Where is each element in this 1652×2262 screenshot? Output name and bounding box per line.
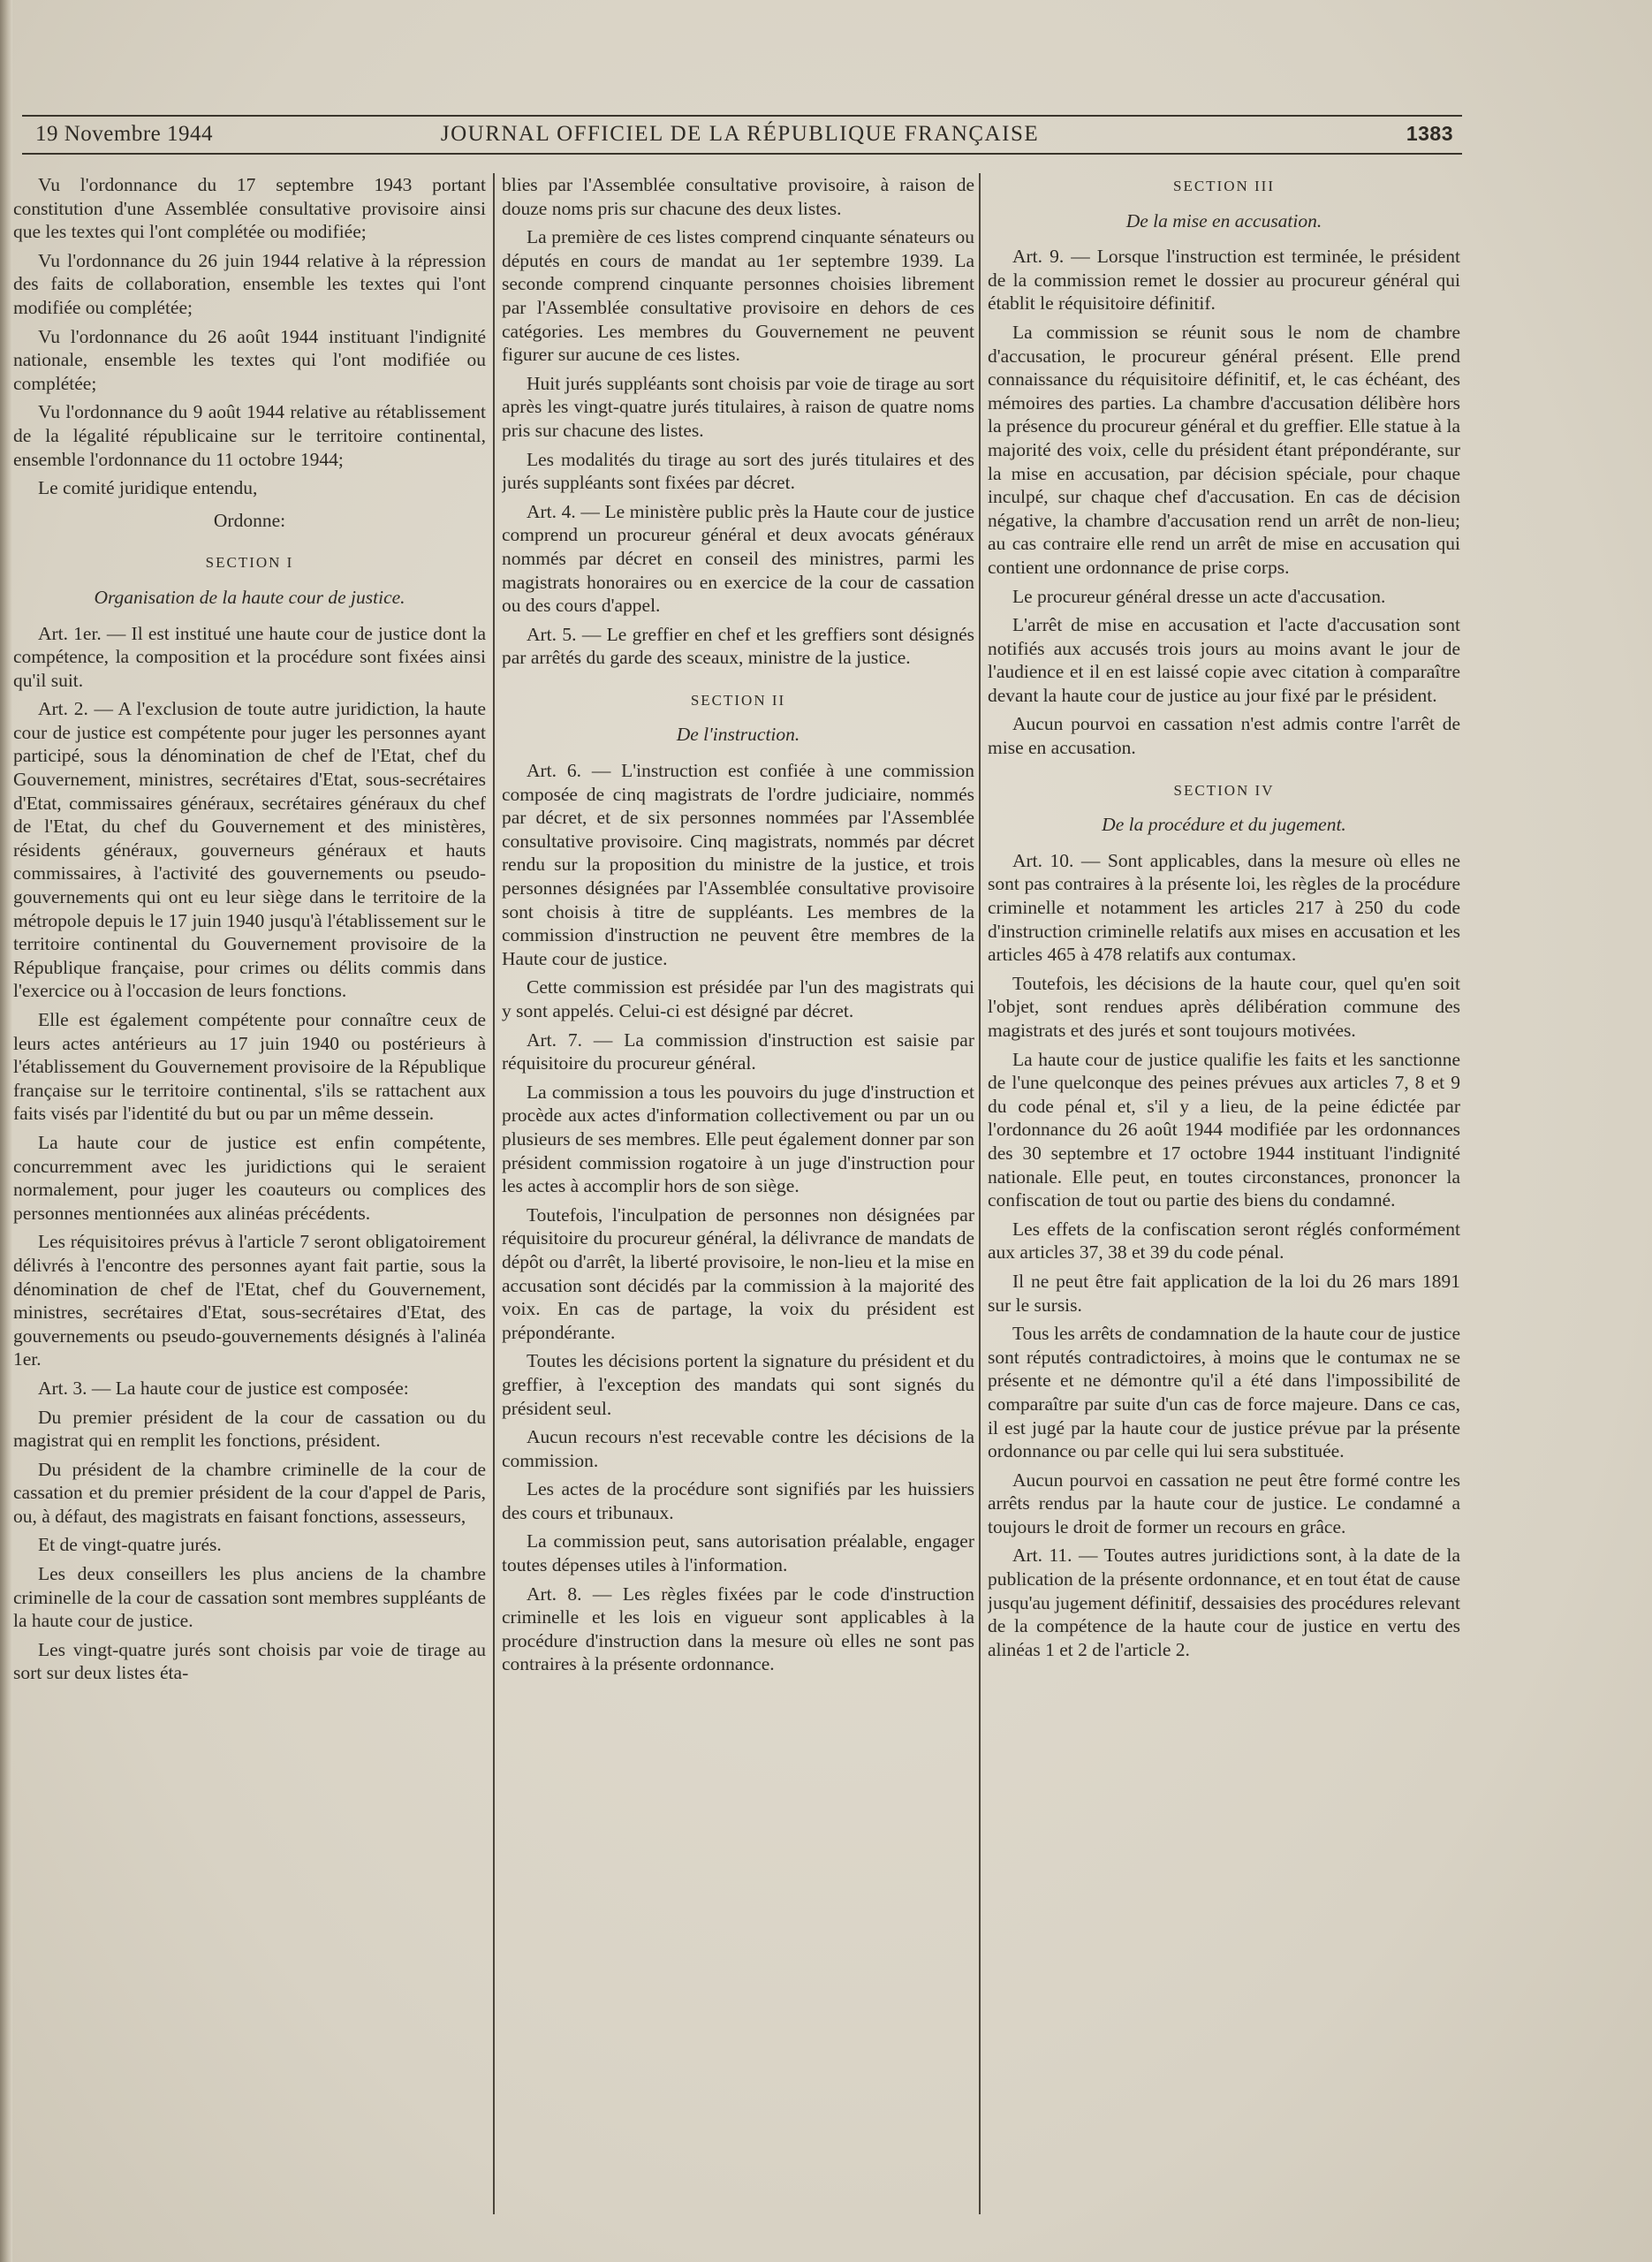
article-8: Art. 8. — Les règles fixées par le code d'instruction criminelle et les lois en vigueur sont applicables à la procédure d'instruction dans la mesure où elles ne sont pas contraires à la présente ordonnance. — [502, 1583, 974, 1675]
article-5: Art. 5. — Le greffier en chef et les greffiers sont désignés par arrêtés du garde des sceaux, ministre de la justice. — [502, 623, 974, 669]
paragraph: Les effets de la confiscation seront réglés conformément aux articles 37, 38 et 39 du code pénal. — [988, 1218, 1460, 1264]
journal-title: JOURNAL OFFICIEL DE LA RÉPUBLIQUE FRANÇAISE — [440, 122, 1040, 146]
paragraph: L'arrêt de mise en accusation et l'acte d'accusation sont notifiés aux accusés trois jours au moins avant le jour de l'audience et il en est laissé copie avec citation à comparaître devant la haute cour de justice au jour fixé par le président. — [988, 614, 1460, 706]
article-3: Art. 3. — La haute cour de justice est composée: — [38, 1377, 409, 1399]
section-title: De la mise en accusation. — [1125, 209, 1322, 232]
ordonne-heading: Ordonne: — [213, 509, 286, 531]
paragraph: Vu l'ordonnance du 26 août 1944 instituant l'indignité nationale, ensemble les textes qui l'ont modifiée ou complétée; — [13, 325, 486, 394]
paragraph: Toutes les décisions portent la signature du président et du greffier, à l'exception des mandats qui sont signés du président seul. — [502, 1350, 974, 1419]
section-heading: SECTION II — [690, 691, 786, 709]
column-3 — [988, 173, 1460, 2232]
article-7: Art. 7. — La commission d'instruction est saisie par réquisitoire du procureur général. — [502, 1029, 974, 1074]
section-heading: SECTION III — [1172, 178, 1275, 194]
article-6: Art. 6. — L'instruction est confiée à une commission composée de cinq magistrats de l'ordre judiciaire, nommés par décret, et de six personnes nommées par l'Assemblée consultative provisoire. Cinq magistrats, nommés par décret rendu sur la proposition du ministre de la justice, et trois personnes désignées par l'Assemblée consultative provisoire sont choisis à titre de suppléants. Les membres de la commission d'instruction ne peuvent être membres de la Haute cour de justice. — [502, 760, 974, 969]
paragraph: Toutefois, l'inculpation de personnes non désignées par réquisitoire du procureur général, la délivrance de mandats de dépôt ou d'arrêt, la liberté provisoire, le non-lieu et la mise en accusation sont décidés par la commission à la majorité des voix. En cas de partage, la voix du président est prépondérante. — [502, 1203, 974, 1343]
paragraph: Aucun pourvoi en cassation n'est admis contre l'arrêt de mise en accusation. — [988, 713, 1460, 759]
paragraph: Vu l'ordonnance du 9 août 1944 relative au rétablissement de la légalité républicaine sur le territoire continental, ensemble l'ordonnance du 11 octobre 1944; — [13, 401, 486, 470]
paragraph: Les actes de la procédure sont signifiés par les huissiers des cours et tribunaux. — [502, 1478, 974, 1523]
paragraph: La haute cour de justice qualifie les faits et les sanctionne de l'une quelconque des peines prévues aux articles 7, 8 et 9 du code pénal et, s'il y a lieu, de la peine édictée par l'ordonnance du 26 août 1944 modifiée par les ordonnances des 30 septembre et 17 octobre 1944 instituant l'indignité nationale. Elle peut, en toutes circonstances, prononcer la confiscation de tout ou partie des biens du condamné. — [988, 1048, 1460, 1211]
paragraph: Aucun pourvoi en cassation ne peut être formé contre les arrêts rendus par la haute cour de justice. Le condamné a toujours le droit de former un recours en grâce. — [988, 1469, 1460, 1537]
section-title: De la procédure et du jugement. — [1102, 814, 1346, 836]
paragraph: La première de ces listes comprend cinquante sénateurs ou députés en cours de mandat au 1er septembre 1939. La seconde comprend cinquante personnes choisies librement par l'Assemblée consultative provisoire en dehors de ces catégories. Les membres du Gouvernement ne peuvent figurer sur aucune de ces listes. — [502, 226, 974, 366]
header-top-rule — [22, 115, 1462, 117]
paragraph: Le comité juridique entendu, — [38, 477, 258, 499]
paragraph: Les réquisitoires prévus à l'article 7 seront obligatoirement délivrés à l'encontre des personnes ayant fait partie, sous la dénomination de chef de l'Etat, chef du Gouvernement, ministres, secrétaires d'Etat, sous-secrétaires d'Etat, des gouvernements ou pseudo-gouvernements désignés à l'alinéa 1er. — [13, 1231, 486, 1370]
paragraph: La commission a tous les pouvoirs du juge d'instruction et procède aux actes d'information collectivement ou par un ou plusieurs de ses membres. Elle peut également donner par son président commission rogatoire à un juge d'instruction pour les actes à accomplir hors de son siège. — [502, 1081, 974, 1197]
paragraph: Cette commission est présidée par l'un des magistrats qui y sont appelés. Celui-ci est désigné par décret. — [502, 976, 974, 1021]
column-divider — [979, 173, 981, 2214]
paragraph: La commission peut, sans autorisation préalable, engager toutes dépenses utiles à l'information. — [502, 1530, 974, 1576]
section-title: Organisation de la haute cour de justice. — [94, 586, 405, 608]
paragraph: Du premier président de la cour de cassation ou du magistrat qui en remplit les fonctions, président. — [13, 1406, 486, 1452]
paragraph: Vu l'ordonnance du 26 juin 1944 relative à la répression des faits de collaboration, ensemble les textes qui l'ont modifiée ou complétée; — [13, 249, 486, 318]
page-header — [27, 122, 1453, 148]
paragraph: Vu l'ordonnance du 17 septembre 1943 portant constitution d'une Assemblée consultative provisoire ainsi que les textes qui l'ont complétée ou modifiée; — [13, 174, 486, 243]
article-1: Art. 1er. — Il est institué une haute cour de justice dont la compétence, la composition et la procédure sont fixées ainsi qu'il suit. — [13, 622, 486, 691]
paragraph: Elle est également compétente pour connaître ceux de leurs actes antérieurs au 17 juin 1940 ou postérieurs à l'établissement du Gouvernement provisoire de la République française sur le territoire continental, s'ils se rattachent aux faits visés par l'identité du but ou par un même dessein. — [13, 1009, 486, 1125]
page-binding-edge — [0, 0, 12, 2262]
paragraph: Le procureur général dresse un acte d'accusation. — [1012, 585, 1386, 607]
paragraph: Huit jurés suppléants sont choisis par voie de tirage au sort après les vingt-quatre jurés titulaires, à raison de quatre noms pris sur chacune des listes. — [502, 372, 974, 441]
article-4: Art. 4. — Le ministère public près la Haute cour de justice comprend un procureur général et deux avocats généraux nommés par décret en conseil des ministres, parmi les magistrats honoraires ou en exercice de la cour de cassation ou des cours d'appel. — [502, 500, 974, 617]
section-heading: SECTION I — [205, 554, 294, 572]
column-1 — [13, 173, 486, 2232]
article-11: Art. 11. — Toutes autres juridictions sont, à la date de la publication de la présente ordonnance, et en tout état de cause jusqu'au jugement définitif, dessaisies des procédures relevant de la compétence de la haute cour de justice en vertu des alinéas 1 et 2 de l'article 2. — [988, 1545, 1460, 1660]
header-bottom-rule — [22, 153, 1462, 155]
paragraph: Et de vingt-quatre jurés. — [38, 1534, 222, 1556]
paragraph: blies par l'Assemblée consultative provisoire, à raison de douze noms pris sur chacune des deux listes. — [502, 174, 974, 219]
paragraph: Du président de la chambre criminelle de la cour de cassation et du premier président de la cour d'appel de Paris, ou, à défaut, des magistrats en faisant fonctions, assesseurs, — [13, 1458, 486, 1527]
paragraph: Les modalités du tirage au sort des jurés titulaires et des jurés suppléants sont fixées par décret. — [502, 448, 974, 494]
article-10: Art. 10. — Sont applicables, dans la mesure où elles ne sont pas contraires à la présente loi, les règles de la procédure criminelle et notamment les articles 217 à 250 du code d'instruction criminelle relatifs aux mises en accusation et les articles 465 à 478 relatifs aux contumax. — [988, 849, 1460, 966]
paragraph: Toutefois, les décisions de la haute cour, quel qu'en soit l'objet, sont rendues après délibération commune des magistrats et des jurés et sont toujours motivées. — [988, 972, 1460, 1041]
paragraph: Les vingt-quatre jurés sont choisis par voie de tirage au sort sur deux listes éta- — [13, 1638, 486, 1684]
section-title: De l'instruction. — [676, 724, 800, 746]
header-date: 19 Novembre 1944 — [35, 122, 214, 146]
section-heading: SECTION IV — [1173, 781, 1275, 799]
article-2: Art. 2. — A l'exclusion de toute autre juridiction, la haute cour de justice est compétente pour juger les personnes ayant participé, sous la dénomination de chef de l'Etat, chef du Gouvernement, ministres, secrétaires d'Etat, sous-secrétaires d'Etat, commissaires généraux, secrétaires généraux du chef de l'Etat, du chef du Gouvernement et des ministères, résidents généraux, gouverneurs généraux et hauts commissaires, à l'activité des gouvernements ou pseudo-gouvernements qui ont eu leur siège dans le territoire de la métropole depuis le 17 juin 1940 jusqu'à l'établissement sur le territoire continental du Gouvernement provisoire de la République française, pour crimes ou délits commis dans l'exercice ou à l'occasion de leurs fonctions. — [13, 698, 486, 1002]
page-number: 1383 — [1406, 122, 1453, 145]
paragraph: La commission se réunit sous le nom de chambre d'accusation, le procureur général présent. Elle prend connaissance du réquisitoire définitif, et, le cas échéant, des mémoires des parties. La chambre d'accusation délibère hors la présence du procureur général et du greffier. Elle statue à la majorité des voix, celle du président étant prépondérante, sur la mise en accusation, par décision spéciale, pour chaque inculpé, sur chaque chef d'accusation. En cas de décision négative, la chambre d'accusation rend un arrêt de non-lieu; au cas contraire elle rend un arrêt de mise en accusation qui contient une ordonnance de prise corps. — [988, 321, 1460, 578]
paragraph: Il ne peut être fait application de la loi du 26 mars 1891 sur le sursis. — [988, 1270, 1460, 1316]
paragraph: Aucun recours n'est recevable contre les décisions de la commission. — [502, 1426, 974, 1471]
column-divider — [493, 173, 495, 2214]
article-9: Art. 9. — Lorsque l'instruction est terminée, le président de la commission remet le dossier au procureur général qui établit le réquisitoire définitif. — [988, 246, 1460, 315]
paragraph: Les deux conseillers les plus anciens de la chambre criminelle de la cour de cassation sont membres suppléants de la haute cour de justice. — [13, 1563, 486, 1632]
paragraph: Tous les arrêts de condamnation de la haute cour de justice sont réputés contradictoires, à moins que le contumax ne se présente et ne démontre qu'il a été dans l'impossibilité de comparaître par suite d'un cas de force majeure. Dans ce cas, il est jugé par la haute cour de justice prévue par la présente ordonnance ou par celle qui lui sera substituée. — [988, 1323, 1460, 1462]
paragraph: La haute cour de justice est enfin compétente, concurremment avec les juridictions qui le seraient normalement, pour juger les coauteurs ou complices des personnes mentionnées aux alinéas précédents. — [13, 1131, 486, 1224]
column-2 — [502, 173, 974, 2232]
